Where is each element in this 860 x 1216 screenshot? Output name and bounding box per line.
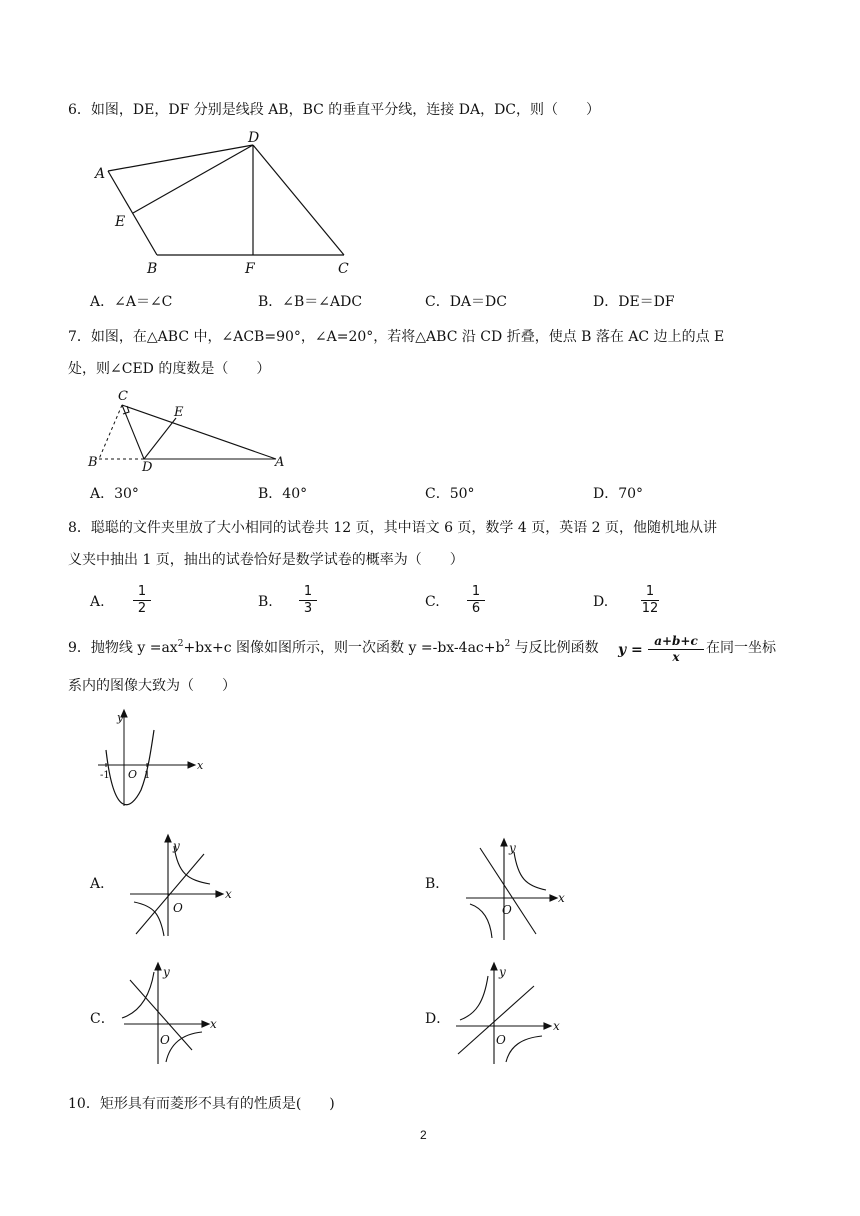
question-6-figure bbox=[90, 128, 370, 278]
denominator: 12 bbox=[641, 601, 659, 616]
axis-y-label: y bbox=[509, 841, 516, 855]
q8-option-c-fraction bbox=[465, 585, 487, 616]
question-7-stem-line2: 处，则∠CED 的度数是（ ） bbox=[68, 361, 271, 377]
question-7-figure bbox=[86, 386, 296, 475]
q8-option-a-label: A. bbox=[90, 594, 105, 610]
q9-option-d-graph bbox=[452, 962, 572, 1066]
q9-option-b-graph bbox=[462, 838, 582, 942]
origin-label: O bbox=[160, 1033, 170, 1047]
axis-x-label: x bbox=[553, 1019, 560, 1033]
axis-y-label: y bbox=[173, 839, 180, 853]
q6-option-b: B．∠B＝∠ADC bbox=[258, 294, 363, 310]
denominator: 3 bbox=[303, 601, 313, 616]
question-9-stem-part4: 在同一坐标 bbox=[706, 640, 776, 656]
q7-option-d: D．70° bbox=[593, 486, 644, 502]
q7-option-b: B．40° bbox=[258, 486, 308, 502]
numerator: 1 bbox=[303, 584, 313, 599]
axis-x-label: x bbox=[558, 891, 565, 905]
tick-neg1: -1 bbox=[100, 770, 110, 781]
stem-part3: 与反比例函数 bbox=[510, 640, 599, 656]
q7-option-c: C．50° bbox=[425, 486, 475, 502]
origin-label: O bbox=[128, 768, 138, 781]
q9-option-c-label: C． bbox=[90, 1011, 115, 1027]
q8-option-d-label: D. bbox=[593, 594, 609, 610]
q8-option-b-label: B. bbox=[258, 594, 273, 610]
label-E: E bbox=[115, 214, 126, 230]
page-number: 2 bbox=[420, 1128, 427, 1142]
question-10-stem: 10．矩形具有而菱形不具有的性质是( ) bbox=[68, 1096, 335, 1112]
origin-label: O bbox=[173, 901, 183, 915]
question-9-stem-line1 bbox=[68, 638, 599, 658]
q8-option-a-fraction bbox=[131, 585, 153, 616]
label-A: A bbox=[95, 166, 106, 182]
q9-option-a-graph bbox=[126, 834, 246, 938]
axis-x-label: x bbox=[210, 1017, 217, 1031]
axis-y-label: y bbox=[117, 711, 124, 724]
label-D: D bbox=[142, 460, 153, 475]
numerator: 1 bbox=[645, 584, 655, 599]
q7-option-a: A．30° bbox=[90, 486, 139, 502]
tick-1: 1 bbox=[144, 770, 151, 781]
q8-option-b-fraction bbox=[297, 585, 319, 616]
numerator: 1 bbox=[137, 584, 147, 599]
stem-part2: +bx+c 图像如图所示，则一次函数 y =-bx-4ac+b bbox=[183, 640, 505, 656]
parabola-figure bbox=[96, 710, 206, 810]
q8-option-d-fraction bbox=[639, 585, 661, 616]
q6-option-c: C．DA＝DC bbox=[425, 294, 507, 310]
denominator: 6 bbox=[471, 601, 481, 616]
numerator: 1 bbox=[471, 584, 481, 599]
label-B: B bbox=[88, 455, 98, 470]
q6-option-d: D．DE＝DF bbox=[593, 294, 675, 310]
formula-numerator: a+b+c bbox=[654, 634, 698, 648]
superscript: 2 bbox=[177, 639, 184, 649]
q9-option-d-label: D． bbox=[425, 1011, 451, 1027]
origin-label: O bbox=[502, 903, 512, 917]
axis-x-label: x bbox=[225, 887, 232, 901]
label-C: C bbox=[118, 389, 128, 404]
origin-label: O bbox=[496, 1033, 506, 1047]
question-6-stem: 6．如图，DE，DF 分别是线段 AB，BC 的垂直平分线，连接 DA，DC，则（ ） bbox=[68, 102, 601, 118]
q9-option-b-label: B． bbox=[425, 876, 450, 892]
axis-y-label: y bbox=[499, 965, 506, 979]
formula-denominator: x bbox=[672, 650, 680, 664]
label-F: F bbox=[245, 261, 255, 277]
denominator: 2 bbox=[137, 601, 147, 616]
stem-part1: 9．抛物线 y =ax bbox=[68, 640, 178, 656]
question-8-stem-line1: 8．聪聪的文件夹里放了大小相同的试卷共 12 页，其中语文 6 页，数学 4 页，英语 2 页，他随机地从讲 bbox=[68, 520, 718, 536]
axis-x-label: x bbox=[197, 759, 204, 772]
superscript: 2 bbox=[504, 639, 511, 649]
question-8-stem-line2: 义夹中抽出 1 页，抽出的试卷恰好是数学试卷的概率为（ ） bbox=[68, 552, 464, 568]
question-7-stem-line1: 7．如图，在△ABC 中，∠ACB=90°，∠A=20°，若将△ABC 沿 CD 折叠，使点 B 落在 AC 边上的点 E bbox=[68, 329, 725, 345]
formula-lhs: y = bbox=[618, 642, 643, 658]
label-E: E bbox=[174, 405, 184, 420]
label-A: A bbox=[275, 455, 285, 470]
q9-option-a-label: A． bbox=[90, 876, 115, 892]
axis-y-label: y bbox=[163, 965, 170, 979]
label-C: C bbox=[338, 261, 349, 277]
label-D: D bbox=[248, 130, 260, 146]
question-9-stem-line2: 系内的图像大致为（ ） bbox=[68, 678, 236, 694]
label-B: B bbox=[147, 261, 158, 277]
q6-option-a: A．∠A＝∠C bbox=[90, 294, 173, 310]
q8-option-c-label: C. bbox=[425, 594, 440, 610]
q9-option-c-graph bbox=[120, 962, 240, 1066]
